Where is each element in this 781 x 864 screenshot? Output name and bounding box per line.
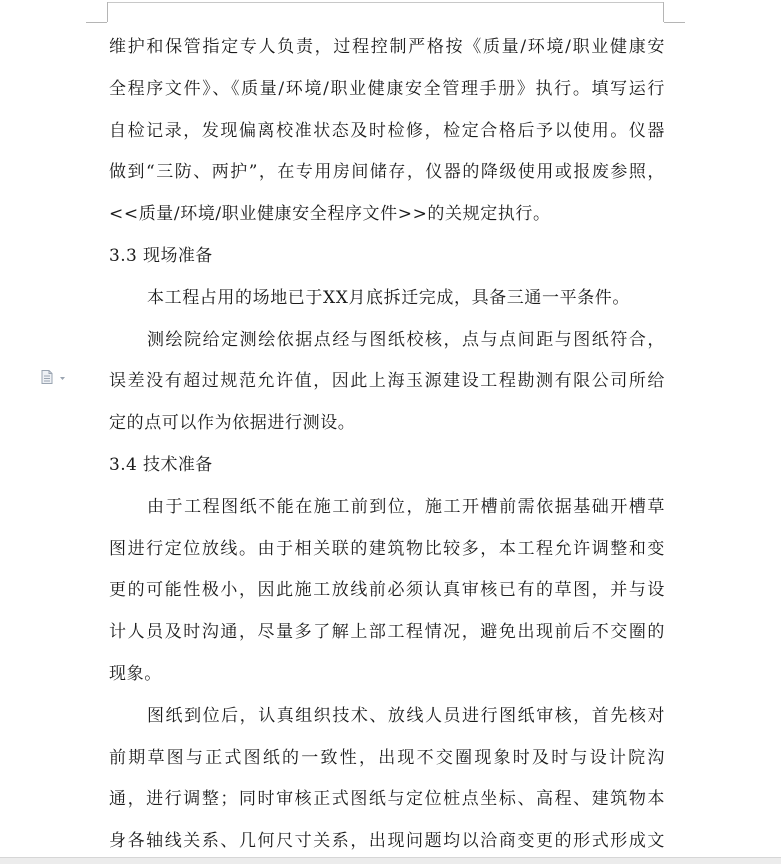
text-line: 前期草图与正式图纸的一致性，出现不交圈现象时及时与设计院沟 — [109, 747, 665, 768]
page-bottom-edge — [0, 857, 781, 864]
text-line: 测绘院给定测绘依据点经与图纸校核，点与点间距与图纸符合， — [147, 329, 665, 350]
margin-mark-top-right — [664, 22, 685, 23]
page-top-edge — [107, 2, 663, 3]
text-line: <<质量/环境/职业健康安全程序文件>>的关规定执行。 — [109, 204, 551, 225]
margin-mark-top-right-vertical — [663, 2, 664, 22]
text-line: 自检记录，发现偏离校准状态及时检修，检定合格后予以使用。仪器 — [109, 120, 665, 141]
document-options-icon[interactable] — [41, 369, 67, 383]
text-line: 图进行定位放线。由于相关联的建筑物比较多，本工程允许调整和变 — [109, 538, 665, 559]
text-line: 误差没有超过规范允许值，因此上海玉源建设工程勘测有限公司所给 — [109, 371, 665, 392]
margin-mark-top-left-vertical — [107, 2, 108, 22]
text-line: 由于工程图纸不能在施工前到位，施工开槽前需依据基础开槽草 — [147, 496, 665, 517]
text-line: 图纸到位后，认真组织技术、放线人员进行图纸审核，首先核对 — [147, 705, 665, 726]
text-line: 维护和保管指定专人负责，过程控制严格按《质量/环境/职业健康安 — [109, 37, 665, 57]
section-heading-3-4: 3.4 技术准备 — [109, 454, 213, 475]
text-line: 定的点可以作为依据进行测设。 — [109, 413, 356, 434]
text-line: 计人员及时沟通，尽量多了解上部工程情况，避免出现前后不交圈的 — [109, 622, 665, 643]
text-line: 现象。 — [109, 663, 162, 684]
text-line: 做到“三防、两护”，在专用房间储存，仪器的降级使用或报废参照， — [109, 162, 665, 183]
text-line: 身各轴线关系、几何尺寸关系，出现问题均以洽商变更的形式形成文 — [109, 831, 665, 852]
text-line: 本工程占用的场地已于XX月底拆迁完成，具备三通一平条件。 — [147, 287, 631, 308]
text-line: 更的可能性极小，因此施工放线前必须认真审核已有的草图，并与设 — [109, 580, 665, 601]
section-heading-3-3: 3.3 现场准备 — [109, 245, 213, 266]
text-line: 全程序文件》、《质量/环境/职业健康安全管理手册》执行。填写运行 — [109, 78, 665, 99]
document-body — [109, 27, 665, 863]
text-line: 通，进行调整；同时审核正式图纸与定位桩点坐标、高程、建筑物本 — [109, 789, 665, 810]
margin-mark-top-left — [86, 22, 107, 23]
